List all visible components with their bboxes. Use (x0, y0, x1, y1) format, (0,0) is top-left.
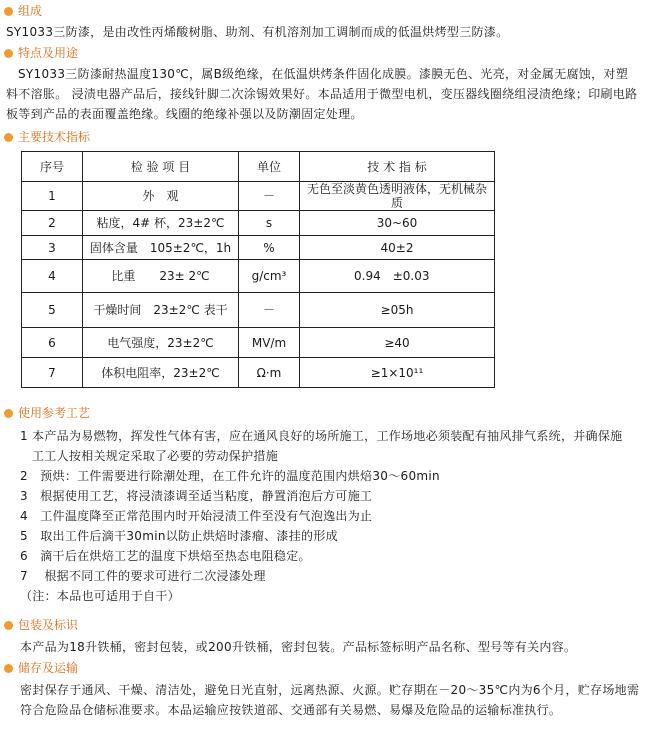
row-item: 干燥时间 23±2℃ 表干 (83, 293, 239, 328)
table-row (22, 328, 495, 358)
row-unit: MV/m (239, 328, 300, 358)
list-item: 3 根据使用工艺，将浸渍漆调至适当粘度，静置消泡后方可施工 (20, 489, 373, 503)
row-value: ≥40 (300, 328, 495, 358)
storage-title: 储存及运输 (18, 661, 79, 675)
row-unit: － (239, 182, 300, 211)
row-unit: Ω·m (239, 358, 300, 388)
list-item: 7 根据不同工件的要求可进行二次浸漆处理 (20, 569, 266, 583)
section-heading-features (4, 45, 78, 61)
bullet-icon (4, 621, 13, 630)
table-row (22, 211, 495, 236)
header-unit: 单位 (239, 152, 300, 182)
section-heading-packaging (4, 617, 78, 633)
packaging-title: 包装及标识 (18, 618, 79, 632)
row-no: 6 (22, 328, 83, 358)
features-title: 特点及用途 (18, 46, 79, 60)
row-item: 比重 23± 2℃ (83, 260, 239, 293)
row-value: ≥05h (300, 293, 495, 328)
process-title: 使用参考工艺 (18, 406, 91, 420)
process-list (20, 426, 642, 606)
section-heading-composition (4, 3, 42, 19)
storage-text: 密封保存于通风、干燥、清洁处，避免日光直射，远离热源、火源。贮存期在－20～35℃内为6个月，贮存场地需符合危险品仓储标准要求。本品运输应按铁道部、交通部有关易燃、易爆及危险品的运输标准执行。 (20, 683, 640, 717)
row-value: 40±2 (300, 236, 495, 260)
specs-title: 主要技术指标 (18, 130, 91, 144)
list-item: 5 取出工件后滴干30min以防止烘焙时漆瘤、漆挂的形成 (20, 529, 338, 543)
features-text: SY1033三防漆耐热温度130℃，属B级绝缘，在低温烘烤条件固化成膜。漆膜无色、光亮，对金属无腐蚀，对塑料不溶胀。 浸渍电器产品后，接线针脚二次涂锡效果好。本品适用于微型电机，变压器线圈绕组浸渍绝缘；印刷电路板等到产品的表面覆盖绝缘。线圈的绝缘补强以及防潮固定处理。 (6, 67, 638, 121)
bullet-icon (4, 409, 13, 418)
row-no: 3 (22, 236, 83, 260)
row-unit: g/cm³ (239, 260, 300, 293)
composition-title: 组成 (18, 4, 43, 18)
bullet-icon (4, 133, 13, 142)
section-heading-storage (4, 660, 78, 676)
row-value: 0.94 ±0.03 (300, 260, 495, 293)
header-no: 序号 (22, 152, 83, 182)
bullet-icon (4, 664, 13, 673)
list-item: 4 工件温度降至正常范围内时开始浸渍工件至没有气泡逸出为止 (20, 509, 373, 523)
note: （注：本品也可适用于自干） (20, 589, 180, 603)
row-no: 4 (22, 260, 83, 293)
row-unit: % (239, 236, 300, 260)
row-item: 体积电阻率，23±2℃ (83, 358, 239, 388)
list-item: 2 预烘：工件需要进行除潮处理，在工件允许的温度范围内烘焙30～60min (20, 469, 440, 483)
row-item: 固体含量 105±2℃，1h (83, 236, 239, 260)
row-no: 5 (22, 293, 83, 328)
row-value: ≥1×10¹¹ (300, 358, 495, 388)
table-row (22, 358, 495, 388)
row-no: 2 (22, 211, 83, 236)
bullet-icon (4, 7, 13, 16)
table-row (22, 260, 495, 293)
row-no: 7 (22, 358, 83, 388)
section-heading-process (4, 405, 90, 421)
row-item: 外 观 (83, 182, 239, 211)
table-row (22, 236, 495, 260)
row-no: 1 (22, 182, 83, 211)
list-item: 6 滴干后在烘焙工艺的温度下烘焙至热态电阻稳定。 (20, 549, 311, 563)
header-value: 技 术 指 标 (300, 152, 495, 182)
row-value: 无色至淡黄色透明液体，无机械杂质 (300, 182, 495, 211)
row-unit: s (239, 211, 300, 236)
packaging-text: 本产品为18升铁桶，密封包装，或200升铁桶，密封包装。产品标签标明产品名称、型号等有关内容。 (20, 640, 577, 654)
table-header-row (22, 152, 495, 182)
spec-table (21, 151, 495, 388)
row-value: 30~60 (300, 211, 495, 236)
list-item: 1 本产品为易燃物，挥发性气体有害，应在通风良好的场所施工，工作场地必须装配有抽风排气系统，并确保施 (20, 429, 623, 443)
bullet-icon (4, 49, 13, 58)
row-item: 粘度，4# 杯，23±2℃ (83, 211, 239, 236)
row-item: 电气强度，23±2℃ (83, 328, 239, 358)
section-heading-specs (4, 129, 90, 145)
table-row (22, 182, 495, 211)
row-unit: － (239, 293, 300, 328)
list-item: 工工人按相关规定采取了必要的劳动保护措施 (32, 449, 279, 463)
table-row (22, 293, 495, 328)
header-item: 检 验 项 目 (83, 152, 239, 182)
composition-text: SY1033三防漆，是由改性丙烯酸树脂、助剂、有机溶剂加工调制而成的低温烘烤型三防漆。 (6, 25, 509, 39)
